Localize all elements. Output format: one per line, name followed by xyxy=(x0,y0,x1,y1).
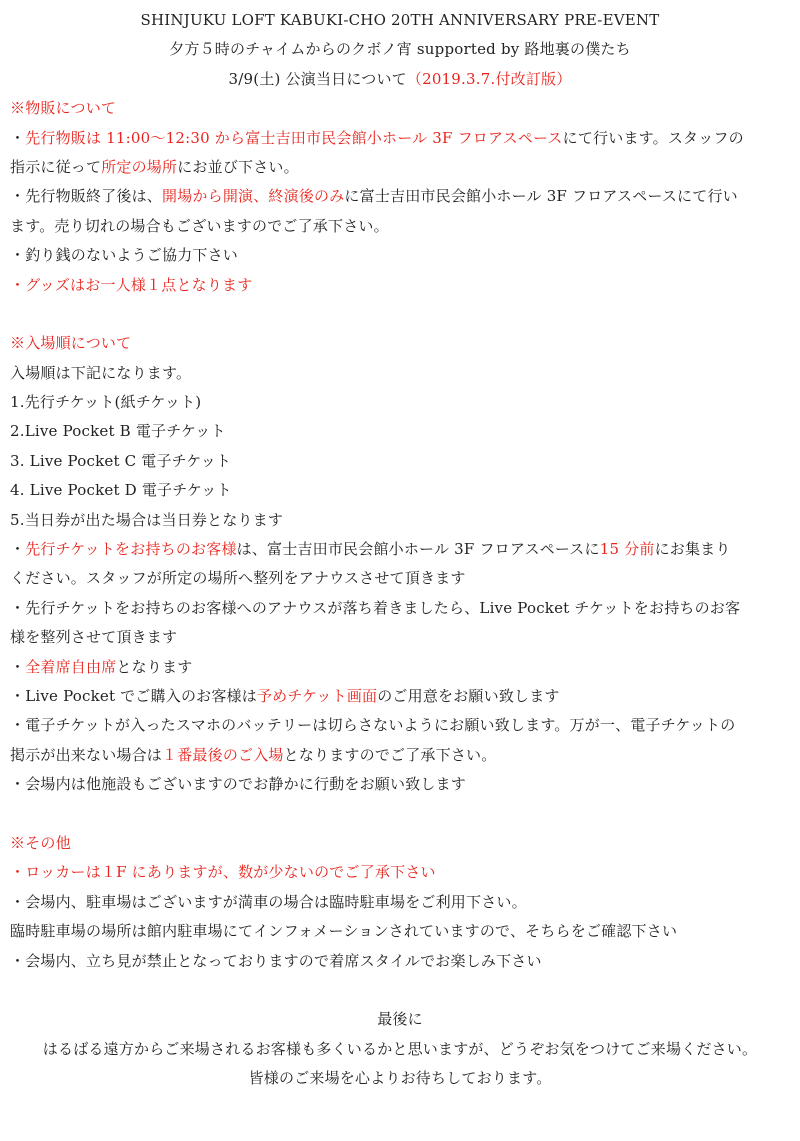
bullet-mark: ・ xyxy=(10,540,26,559)
entry-note-6: ・会場内は他施設もございますのでお静かに行動をお願い致します xyxy=(10,775,467,794)
merch-text: に富士吉田市民会館小ホール 3F フロアスペースにて行い xyxy=(344,187,738,206)
entry-note-5: ・電子チケットが入ったスマホのバッテリーは切らさないようにお願い致します。万が一、電子チケットの xyxy=(10,716,736,735)
entry-note-4 xyxy=(10,682,790,711)
parking-note: ・会場内、駐車場はございますが満車の場合は臨時駐車場をご利用下さい。 xyxy=(10,892,527,911)
merch-bullet-1-cont xyxy=(10,153,790,182)
merch-text: にお並び下さい。 xyxy=(177,157,299,176)
entry-note-2: ・先行チケットをお持ちのお客様へのアナウスが落ち着きましたら、Live Pocket チケットをお持ちのお客 xyxy=(10,598,741,617)
last-entry-note: １番最後のご入場 xyxy=(162,745,284,764)
bullet-mark: ・ xyxy=(10,128,26,147)
entry-heading: ※入場順について xyxy=(10,334,132,353)
bullet-mark: ・ xyxy=(10,657,26,676)
entry-order-item: 4. Live Pocket D 電子チケット xyxy=(10,481,232,500)
entry-order-item: 2.Live Pocket B 電子チケット xyxy=(10,422,226,441)
merch-presale-time: 先行物販は 11:00〜12:30 から富士吉田市民会館小ホール 3F フロアスペース xyxy=(25,128,563,147)
entry-note-1-cont: ください。スタッフが所定の場所へ整列をアナウスさせて頂きます xyxy=(10,569,466,588)
merch-bullet-1 xyxy=(10,124,790,153)
entry-text: となりますのでご了承下さい。 xyxy=(283,745,497,764)
fifteen-min-before: 15 分前 xyxy=(599,540,655,559)
entry-note-2-cont: 様を整列させて頂きます xyxy=(10,628,178,647)
entry-text: ・Live Pocket でご購入のお客様は xyxy=(10,686,257,705)
entry-text: となります xyxy=(116,657,193,676)
presale-ticket-holders: 先行チケットをお持ちのお客様 xyxy=(25,540,237,559)
entry-intro: 入場順は下記になります。 xyxy=(10,363,192,382)
merch-bullet-4: ・グッズはお一人様１点となります xyxy=(10,275,253,294)
spacer xyxy=(10,800,790,829)
entry-note-3 xyxy=(10,653,790,682)
merch-bullet-3: ・釣り銭のないようご協力下さい xyxy=(10,246,239,265)
all-seats-unreserved: 全着席自由席 xyxy=(25,657,117,676)
merch-text: 指示に従って xyxy=(10,157,102,176)
entry-text: は、富士吉田市民会館小ホール 3F フロアスペースに xyxy=(236,540,600,559)
date-text: 3/9(土) 公演当日について xyxy=(228,69,407,88)
entry-note-1 xyxy=(10,535,790,564)
entry-order-item: 5.当日券が出た場合は当日券となります xyxy=(10,510,284,529)
parking-note-cont: 臨時駐車場の場所は館内駐車場にてインフォメーションされていますので、そちらをご確認下さい xyxy=(10,922,678,941)
merch-heading: ※物販について xyxy=(10,99,117,118)
entry-text: にお集まり xyxy=(654,540,731,559)
other-heading: ※その他 xyxy=(10,833,71,852)
closing-heading: 最後に xyxy=(377,1010,423,1029)
event-subtitle: 夕方５時のチャイムからのクボノ宵 supported by 路地裏の僕たち xyxy=(169,40,631,59)
closing-line-2: 皆様のご来場を心よりお待ちしております。 xyxy=(248,1069,552,1088)
spacer xyxy=(10,976,790,1005)
merch-bullet-1-text: にて行います。スタッフの xyxy=(562,128,744,147)
date-line xyxy=(10,65,790,94)
locker-note: ・ロッカーは１F にありますが、数が少ないのでご了承下さい xyxy=(10,863,436,882)
entry-note-5-cont xyxy=(10,741,790,770)
merch-designated-place: 所定の場所 xyxy=(101,157,178,176)
revision-note: （2019.3.7.付改訂版） xyxy=(406,69,572,88)
merch-bullet-2-cont: ます。売り切れの場合もございますのでご了承下さい。 xyxy=(10,216,389,235)
merch-sale-times: 開場から開演、終演後のみ xyxy=(162,187,345,206)
merch-text: ・先行物販終了後は、 xyxy=(10,187,163,206)
entry-text: のご用意をお願い致します xyxy=(377,686,560,705)
merch-bullet-2 xyxy=(10,182,790,211)
standing-note: ・会場内、立ち見が禁止となっておりますので着席スタイルでお楽しみ下さい xyxy=(10,951,542,970)
closing-line-1: はるばる遠方からご来場されるお客様も多くいるかと思いますが、どうぞお気をつけてご来場ください。 xyxy=(42,1039,758,1058)
entry-order-item: 1.先行チケット(紙チケット) xyxy=(10,393,202,412)
entry-text: 掲示が出来ない場合は xyxy=(10,745,163,764)
ticket-screen-ready: 予めチケット画面 xyxy=(256,686,378,705)
spacer xyxy=(10,300,790,329)
event-title: SHINJUKU LOFT KABUKI-CHO 20TH ANNIVERSARY PRE-EVENT xyxy=(140,11,660,29)
entry-order-item: 3. Live Pocket C 電子チケット xyxy=(10,451,232,470)
